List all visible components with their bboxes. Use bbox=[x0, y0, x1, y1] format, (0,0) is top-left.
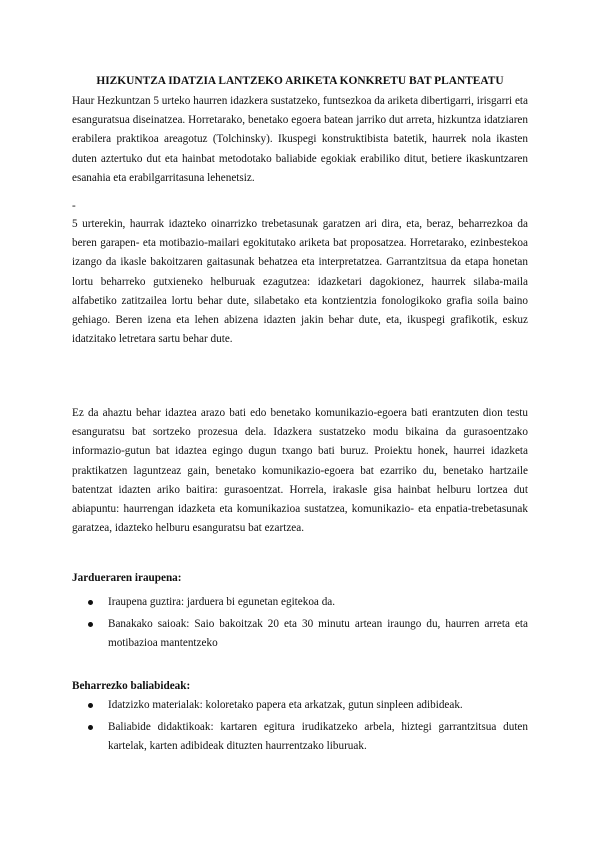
list-item bbox=[72, 615, 528, 654]
duration-list bbox=[72, 593, 528, 656]
list-item-text: Idatzizko materialak: koloretako papera eta arkatzak, gutun sinpleen adibideak. bbox=[108, 699, 463, 711]
resources-list bbox=[72, 696, 528, 759]
resources-heading: Beharrezko baliabideak: bbox=[72, 680, 191, 692]
list-item-text: Banakako saioak: Saio bakoitzak 20 eta 30 minutu artean iraungo du, haurren arreta eta motibazioa mantentzeko bbox=[108, 617, 528, 650]
bullet-icon bbox=[88, 725, 93, 730]
list-item-text: Iraupena guztira: jarduera bi egunetan egitekoa da. bbox=[108, 596, 336, 608]
paragraph-intro: Haur Hezkuntzan 5 urteko haurren idazkera sustatzeko, funtsezkoa da ariketa dibertigarri, irisgarri eta esanguratsua diseinatzea. Horretarako, benetako egoera batean jarriko dut arreta, hizkuntza idatziaren erabilera praktikoa areagotuz (Tolchinsky). Ikuspegi konstruktibista batetik, haurrek nola ikasten duten aztertuko dut eta hainbat metodotako baliabide egokiak erabiliko ditut, betiere ikaskuntzaren esanahia eta erabilgarritasuna lehenetsiz. bbox=[72, 95, 528, 184]
duration-heading: Jardueraren iraupena: bbox=[72, 572, 182, 584]
list-item-text: Baliabide didaktikoak: kartaren egitura irudikatzeko arbela, hiztegi garrantzitsua duten kartelak, karten adibideak dituzten haurrentzako liburuak. bbox=[108, 720, 528, 753]
document-title: HIZKUNTZA IDATZIA LANTZEKO ARIKETA KONKRETU BAT PLANTEATU bbox=[96, 75, 504, 87]
paragraph-letter-project: Ez da ahaztu behar idaztea arazo bati edo benetako komunikazio-egoera bati erantzuten dion testu esanguratsu bat sortzeko prozesua dela. Idazkera sustatzeko modu bikaina da gurasoentzako informazio-gutun bat idaztea egingo dugun txango bati buruz. Proiektu honek, haurrei idazketa praktikatzen laguntzeaz gain, benetako komunikazio-egoera bat ezarriko du, benetako hartzaile batentzat idazten ariko baitira: gurasoentzat. Horrela, irakasle gisa hainbat helburu lortzea dut abiapuntu: haurrengan idazketa eta komunikazioa sustatzea, komunikazio- eta enpatia-trebetasunak garatzea, idazteko helburu esanguratsu bat ezartzea. bbox=[72, 407, 528, 535]
bullet-icon bbox=[88, 600, 93, 605]
bullet-icon bbox=[88, 703, 93, 708]
dash-separator: - bbox=[72, 200, 76, 212]
bullet-icon bbox=[88, 622, 93, 627]
list-item bbox=[72, 718, 528, 757]
paragraph-age-skills: 5 urterekin, haurrak idazteko oinarrizko trebetasunak garatzen ari dira, eta, beraz, beharrezkoa da beren garapen- eta motibazio-mailari egokitutako ariketa bat proposatzea. Horretarako, ezinbestekoa izango da ikasle bakoitzaren gaitasunak behatzea eta interpretatzea. Garrantzitsua da etapa honetan lortu beharreko gutxieneko helburuak ezagutzea: idazketari dagokionez, haurrek silaba-maila alfabetiko zatitzailea lortu behar dute, silabetako eta kontzientzia fonologikoko grafia soila baino gehiago. Beren izena eta lehen abizena idazten jakin behar dute, eta, ikuspegi grafikotik, eskuz idatzitako letretara sartu behar dute. bbox=[72, 218, 528, 346]
list-item bbox=[72, 696, 528, 716]
list-item bbox=[72, 593, 528, 613]
